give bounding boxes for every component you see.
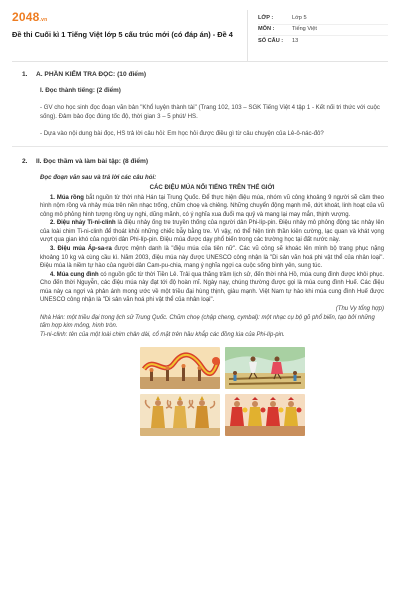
section-title: II. Đọc thầm và làm bài tập: (8 điểm) [36,157,149,165]
illustration-grid [140,347,384,436]
meta-key: LỚP : [258,15,274,22]
meta-table [247,10,388,61]
tinikling-dance-illustration [225,347,305,389]
section-a-heading [12,70,388,79]
page-title: Đề thi Cuối kì 1 Tiếng Việt lớp 5 cấu trúc mới (có đáp án) - Đề 4 [12,30,233,39]
reading-prompt: Đọc đoạn văn sau và trả lời các câu hỏi: [40,173,157,181]
meta-row-count [258,36,388,47]
passage-source: (Thu Vy tổng hợp) [335,305,384,312]
document-body [12,70,388,436]
instruction-paragraph: - GV cho học sinh đọc đoạn văn bản "Khổ luyện thành tài" (Trang 102, 103 – SGK Tiếng Việt 4 tập 1 - Kết nối tri thức với cuộc sống). Đảm bảo đọc đúng tốc độ, thời gian 3 – 5 phút/ HS. [40,103,380,120]
paragraph-lead: 3. Điệu múa Áp-sa-ra [50,245,112,252]
meta-row-class [258,14,388,25]
meta-value: Tiếng Việt [292,26,317,33]
instruction-paragraph: - Dựa vào nội dung bài đọc, HS trả lời câu hỏi: Em học hỏi được điều gì từ câu chuyện của Lê-ô-nác-đô? [40,129,324,137]
paragraph-text: có nguồn gốc từ thời Tiền Lê. Trải qua thăng trầm lịch sử, đến thời nhà Hồ, múa cung đình được khôi phục. Cho đến thời Nguyễn, các điệu múa này đạt tới độ hoàn mĩ. Ngày nay, chúng thường được gọi là múa cung đình Huế. Các điệu múa này ca ngợi và phản ánh mong ước về một triều đại hùng thịnh, giàu mạnh. Việt Nam tự hào khi múa cung đình Huế được UNESCO công nhận là "Di sản văn hoá phi vật thể của nhân loại". [40,271,384,304]
reading-passage [12,174,388,436]
paragraph-lead: 2. Điệu nhảy Ti-ni-clinh [50,220,116,227]
passage-paragraph [40,219,384,245]
logo-suffix: .vn [39,17,48,23]
passage-title: CÁC ĐIỆU MÚA NỔI TIẾNG TRÊN THẾ GIỚI [149,184,275,192]
court-dance-illustration [225,394,305,436]
paragraph-lead: 1. Múa rồng [50,194,84,201]
passage-paragraph [40,245,384,271]
site-logo[interactable] [12,10,241,27]
dragon-dance-illustration [140,347,220,389]
passage-paragraph [40,194,384,220]
apsara-dance-illustration [140,394,220,436]
header-left [12,10,247,61]
glossary-note: Nhà Hán: một triều đại trong lịch sử Trung Quốc. Chũm choẹ (chập cheng, cymbal): một nhạc cụ bộ gõ phổ biến, tạo bởi những tấm hợp kim mỏng, hình tròn. [40,314,375,330]
section-divider [12,146,388,147]
document-header [12,10,388,62]
section-number: 2. [22,157,28,165]
section-a-body [12,87,388,138]
logo-text: 2048 [12,10,40,24]
meta-row-subject [258,25,388,36]
meta-key: MÔN : [258,26,275,33]
section-b-heading [12,157,388,166]
paragraph-lead: 4. Múa cung đình [50,271,99,278]
meta-value: 13 [292,37,299,44]
paragraph-text: bắt nguồn từ thời nhà Hán tại Trung Quốc. Để thực hiện điệu múa, nhóm vũ công khoảng 9 người sẽ cầm theo hình nộm rồng và nhảy múa trên nền nhạc trống, chũm choẹ và chiêng. Những chuyển động mạnh mẽ, dứt khoát, linh hoạt của vũ công mô phỏng hình tượng rồng uy nghi, dũng mãnh, có ý nghĩa xua đuổi ma quỷ và mang lại may mắn, thịnh vượng. [40,194,384,218]
subsection-heading: I. Đọc thành tiếng: (2 điểm) [40,87,121,95]
glossary-note: Ti-ni-clinh: tên của một loài chim chân dài, cổ mặt trên hầu khắp các đồng lúa của Phi-líp-pin. [40,331,285,338]
section-number: 1. [22,71,28,78]
meta-key: SỐ CÂU : [258,37,284,44]
passage-paragraph [40,271,384,305]
paragraph-text: là điệu nhảy ống tre truyền thống của người dân Phi-líp-pin. Điệu nhảy mô phỏng động tác nhảy lên của loài chim Ti-ni-clinh để thoát khỏi những chiếc bẫy bằng tre. Vì vậy, nó thể hiện tinh thần kiên cường, lạc quan và khát vọng vượt qua gian khó của người dân Phi-líp-pin. Điệu múa được dạy phổ biến trong các trường học tại đất nước này. [40,220,384,244]
meta-value: Lớp 5 [292,15,307,22]
section-title: A. PHẦN KIỂM TRA ĐỌC: (10 điểm) [36,71,147,78]
paragraph-text: được mệnh danh là "điệu múa của tiên nữ". Các vũ công sẽ khoác lên mình bộ trang phục nặng khoảng 10 kg và cùng cầu kì. Năm 2003, điệu múa này được UNESCO công nhận là "Di sản văn hoá phi vật thể của nhân loại". Điệu múa là niềm tự hào của người dân Cam-pu-chia, mang ý nghĩa ngợi ca cuộc sống bình yên, sung túc. [40,245,385,270]
